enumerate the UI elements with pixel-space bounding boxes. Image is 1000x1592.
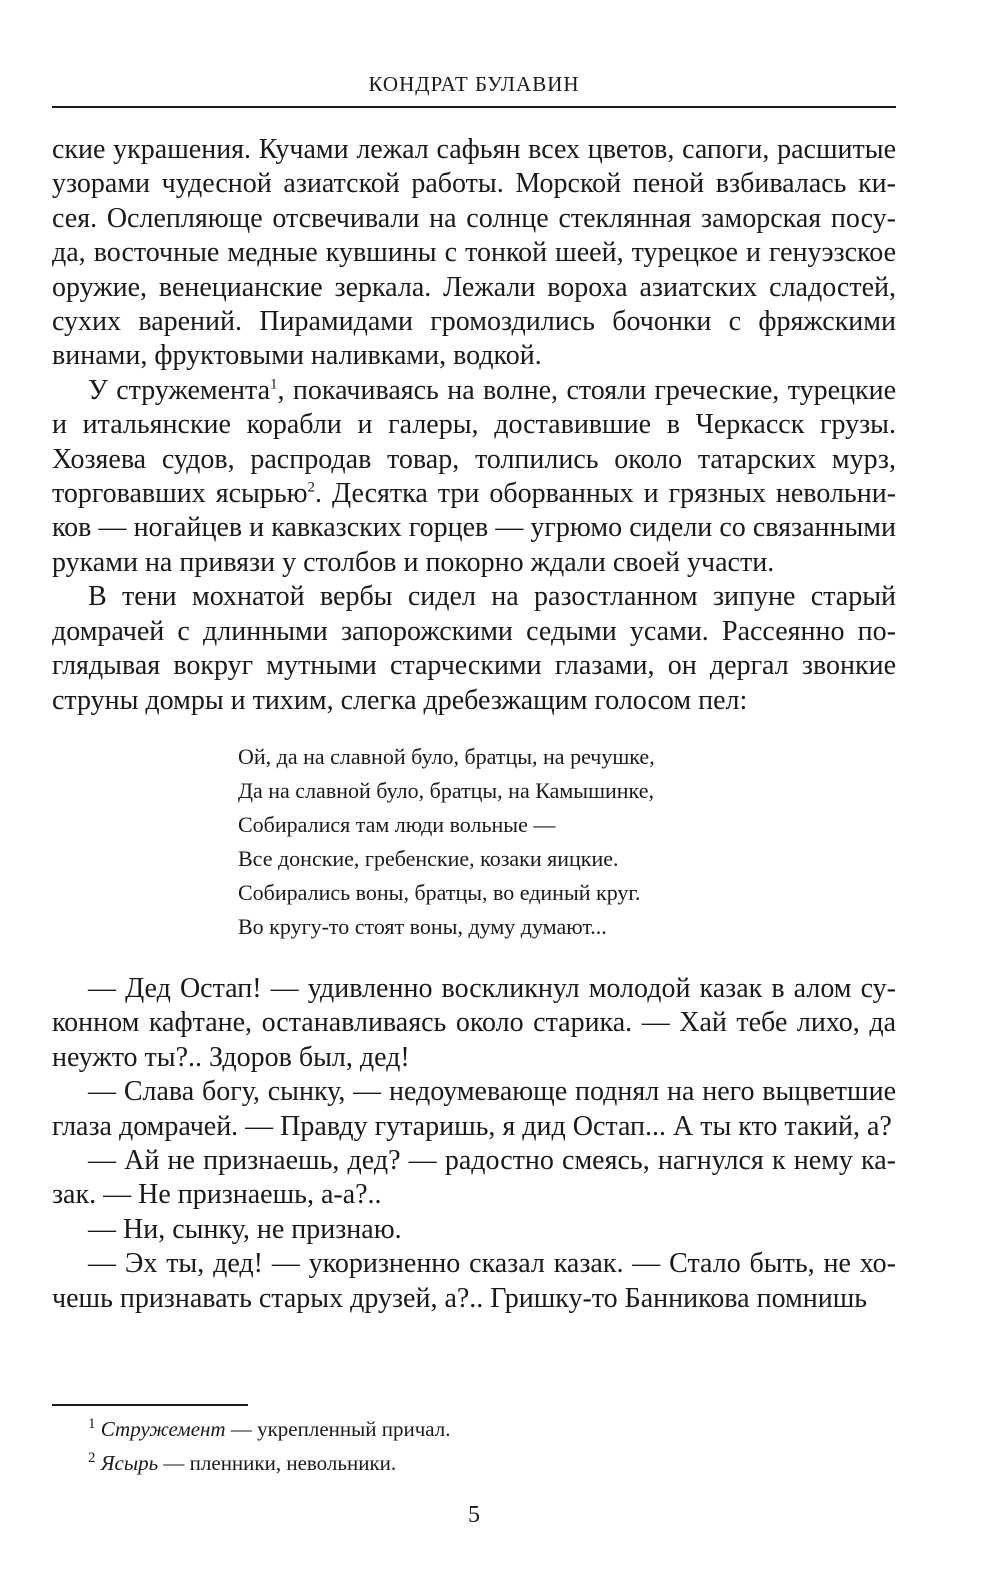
paragraph-8: — Эх ты, дед! — укоризненно сказал казак. — Стало быть, не хочешь признавать старых друзей, а?.. Гришку-то Банникова помнишь <box>52 1248 896 1314</box>
footnote-ref-2: 2 <box>307 479 316 496</box>
poem-line: Собиралися там люди вольные — <box>238 811 556 837</box>
footnote-2: $^2$ Ясырь — пленники, невольники. <box>88 1450 397 1475</box>
poem-line: Собирались воны, братцы, во единый круг. <box>238 879 641 905</box>
running-head: КОНДРАТ БУЛАВИН <box>368 72 580 96</box>
poem <box>238 740 896 944</box>
body-text <box>52 133 896 1316</box>
paragraph-1: ские украшения. Кучами лежал сафьян всех цветов, сапоги, расшитые узорами чудесной азиатской работы. Морской пеной взбивалась кисея. Ослепляюще отсвечивали на солнце стеклянная заморская посуда, восточные медные кувшины с тонкой шеей, турецкое и генуэзское оружие, венецианские зеркала. Лежали вороха азиатских сладостей, сухих варений. Пирамидами громоздились бочонки с фряжскими винами, фруктовыми наливками, водкой. <box>52 134 896 372</box>
footnote-1: $^1$ Стружемент — укрепленный причал. <box>88 1416 451 1441</box>
paragraph-4: — Дед Остап! — удивленно воскликнул молодой казак в алом суконном кафтане, останавливаясь около старика. — Хай тебе лихо, да неужто ты?.. Здоров был, дед! <box>52 972 896 1073</box>
paragraph-3: В тени мохнатой вербы сидел на разостланном зипуне старый домрачей с длинными запорожскими седыми усами. Рассеянно поглядывая вокруг мутными старческими глазами, он дергал звонкие струны домры и тихим, слегка дребезжащим голосом пел: <box>52 581 896 716</box>
footnote-ref-1: 1 <box>270 376 278 393</box>
poem-line: Все донские, гребенские, козаки яицкие. <box>238 845 619 871</box>
paragraph-6: — Ай не признаешь, дед? — радостно смеясь, нагнулся к нему казак. — Не признаешь, а-а?.. <box>52 1144 896 1211</box>
header-rule <box>52 106 896 108</box>
footnote-rule <box>52 1404 248 1406</box>
paragraph-7: — Ни, сынку, не признаю. <box>88 1213 402 1245</box>
page-number: 5 <box>468 1502 480 1528</box>
paragraph-2: У стружемента$^1$, покачиваясь на волне, стояли греческие, турецкие и итальянские корабли и галеры, доставившие в Черкасск грузы. Хозяева судов, распродав товар, толпились около татарских мурз, торговавших ясырью$^2$. Десятка три оборванных и грязных невольников — ногайцев и кавказских горцев — угрюмо сидели со связанными руками на привязи у столбов и покорно ждали своей участи. <box>52 374 897 578</box>
poem-line: Да на славной було, братцы, на Камышинке, <box>238 777 654 803</box>
footnotes <box>88 1412 451 1480</box>
book-page <box>52 0 896 1592</box>
poem-line: Во кругу-то стоят воны, думу думают... <box>238 913 607 939</box>
paragraph-5: — Слава богу, сынку, — недоумевающе поднял на него выцветшие глаза домрачей. — Правду гутаришь, я дид Остап... А ты кто такий, а? <box>52 1076 896 1142</box>
poem-line: Ой, да на славной було, братцы, на речушке, <box>238 743 655 769</box>
